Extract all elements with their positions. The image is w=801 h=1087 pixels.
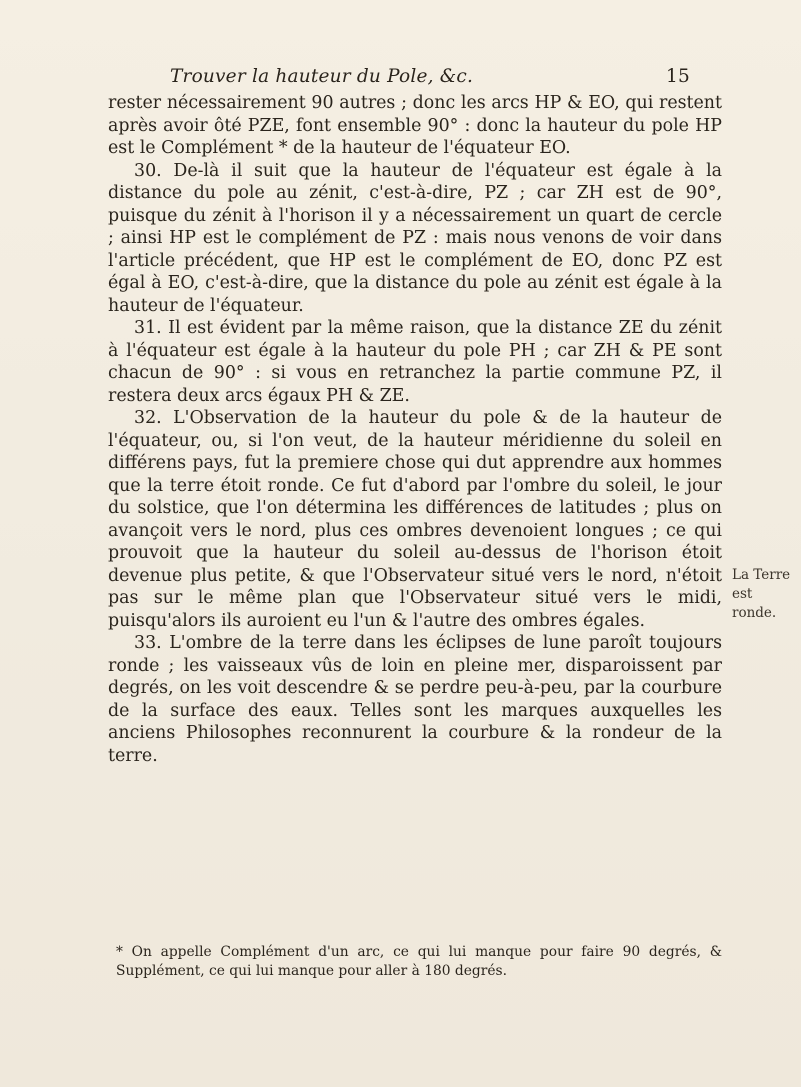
paragraph-continuation: rester nécessairement 90 autres ; donc les arcs HP & EO, qui restent après avoir ôté PZE, font ensemble 90° : donc la hauteur du pole HP est le Complément * de la hauteur de l'équateur EO.: [108, 93, 722, 158]
footnote: * On appelle Complément d'un arc, ce qui lui manque pour faire 90 degrés, & Supplément, ce qui lui manque pour aller à 180 degrés.: [116, 944, 722, 979]
paragraph-31: 31. Il est évident par la même raison, que la distance ZE du zénit à l'équateur est égale à la hauteur du pole PH ; car ZH & PE sont chacun de 90° : si vous en retranchez la partie commune PZ, il restera deux arcs égaux PH & ZE.: [108, 318, 722, 406]
margin-note: La Terre est ronde.: [732, 567, 791, 621]
running-title: Trouver la hauteur du Pole, &c.: [170, 66, 474, 87]
paragraph-30: 30. De-là il suit que la hauteur de l'équateur est égale à la distance du pole au zénit, c'est-à-dire, PZ ; car ZH est de 90°, puisque du zénit à l'horison il y a nécessairement un quart de cercle ; ainsi HP est le complément de PZ : mais nous venons de voir dans l'article précédent, que HP est le complément de EO, donc PZ est égal à EO, c'est-à-dire, que la distance du pole au zénit est égale à la hauteur de l'équateur.: [108, 160, 722, 316]
running-header: [170, 66, 690, 87]
paragraph-33: 33. L'ombre de la terre dans les éclipses de lune paroît toujours ronde ; les vaisseaux vûs de loin en pleine mer, disparoissent par degrés, on les voit descendre & se perdre peu-à-peu, par la courbure de la surface des eaux. Telles sont les marques auxquelles les anciens Philosophes reconnurent la courbure & la rondeur de la terre.: [108, 633, 722, 766]
body-text: [108, 92, 722, 767]
page-number: 15: [666, 66, 690, 87]
paragraph-32: 32. L'Observation de la hauteur du pole & de la hauteur de l'équateur, ou, si l'on veut, de la hauteur méridienne du soleil en différens pays, fut la premiere chose qui dut apprendre aux hommes que la terre étoit ronde. Ce fut d'abord par l'ombre du soleil, le jour du solstice, que l'on détermina les différences de latitudes ; plus on avançoit vers le nord, plus ces ombres devenoient longues ; ce qui prouvoit que la hauteur du soleil au-dessus de l'horison étoit devenue plus petite, & que l'Observateur situé vers le nord, n'étoit pas sur le même plan que l'Observateur situé vers le midi, puisqu'alors ils auroient eu l'un & l'autre des ombres égales.: [108, 408, 722, 631]
